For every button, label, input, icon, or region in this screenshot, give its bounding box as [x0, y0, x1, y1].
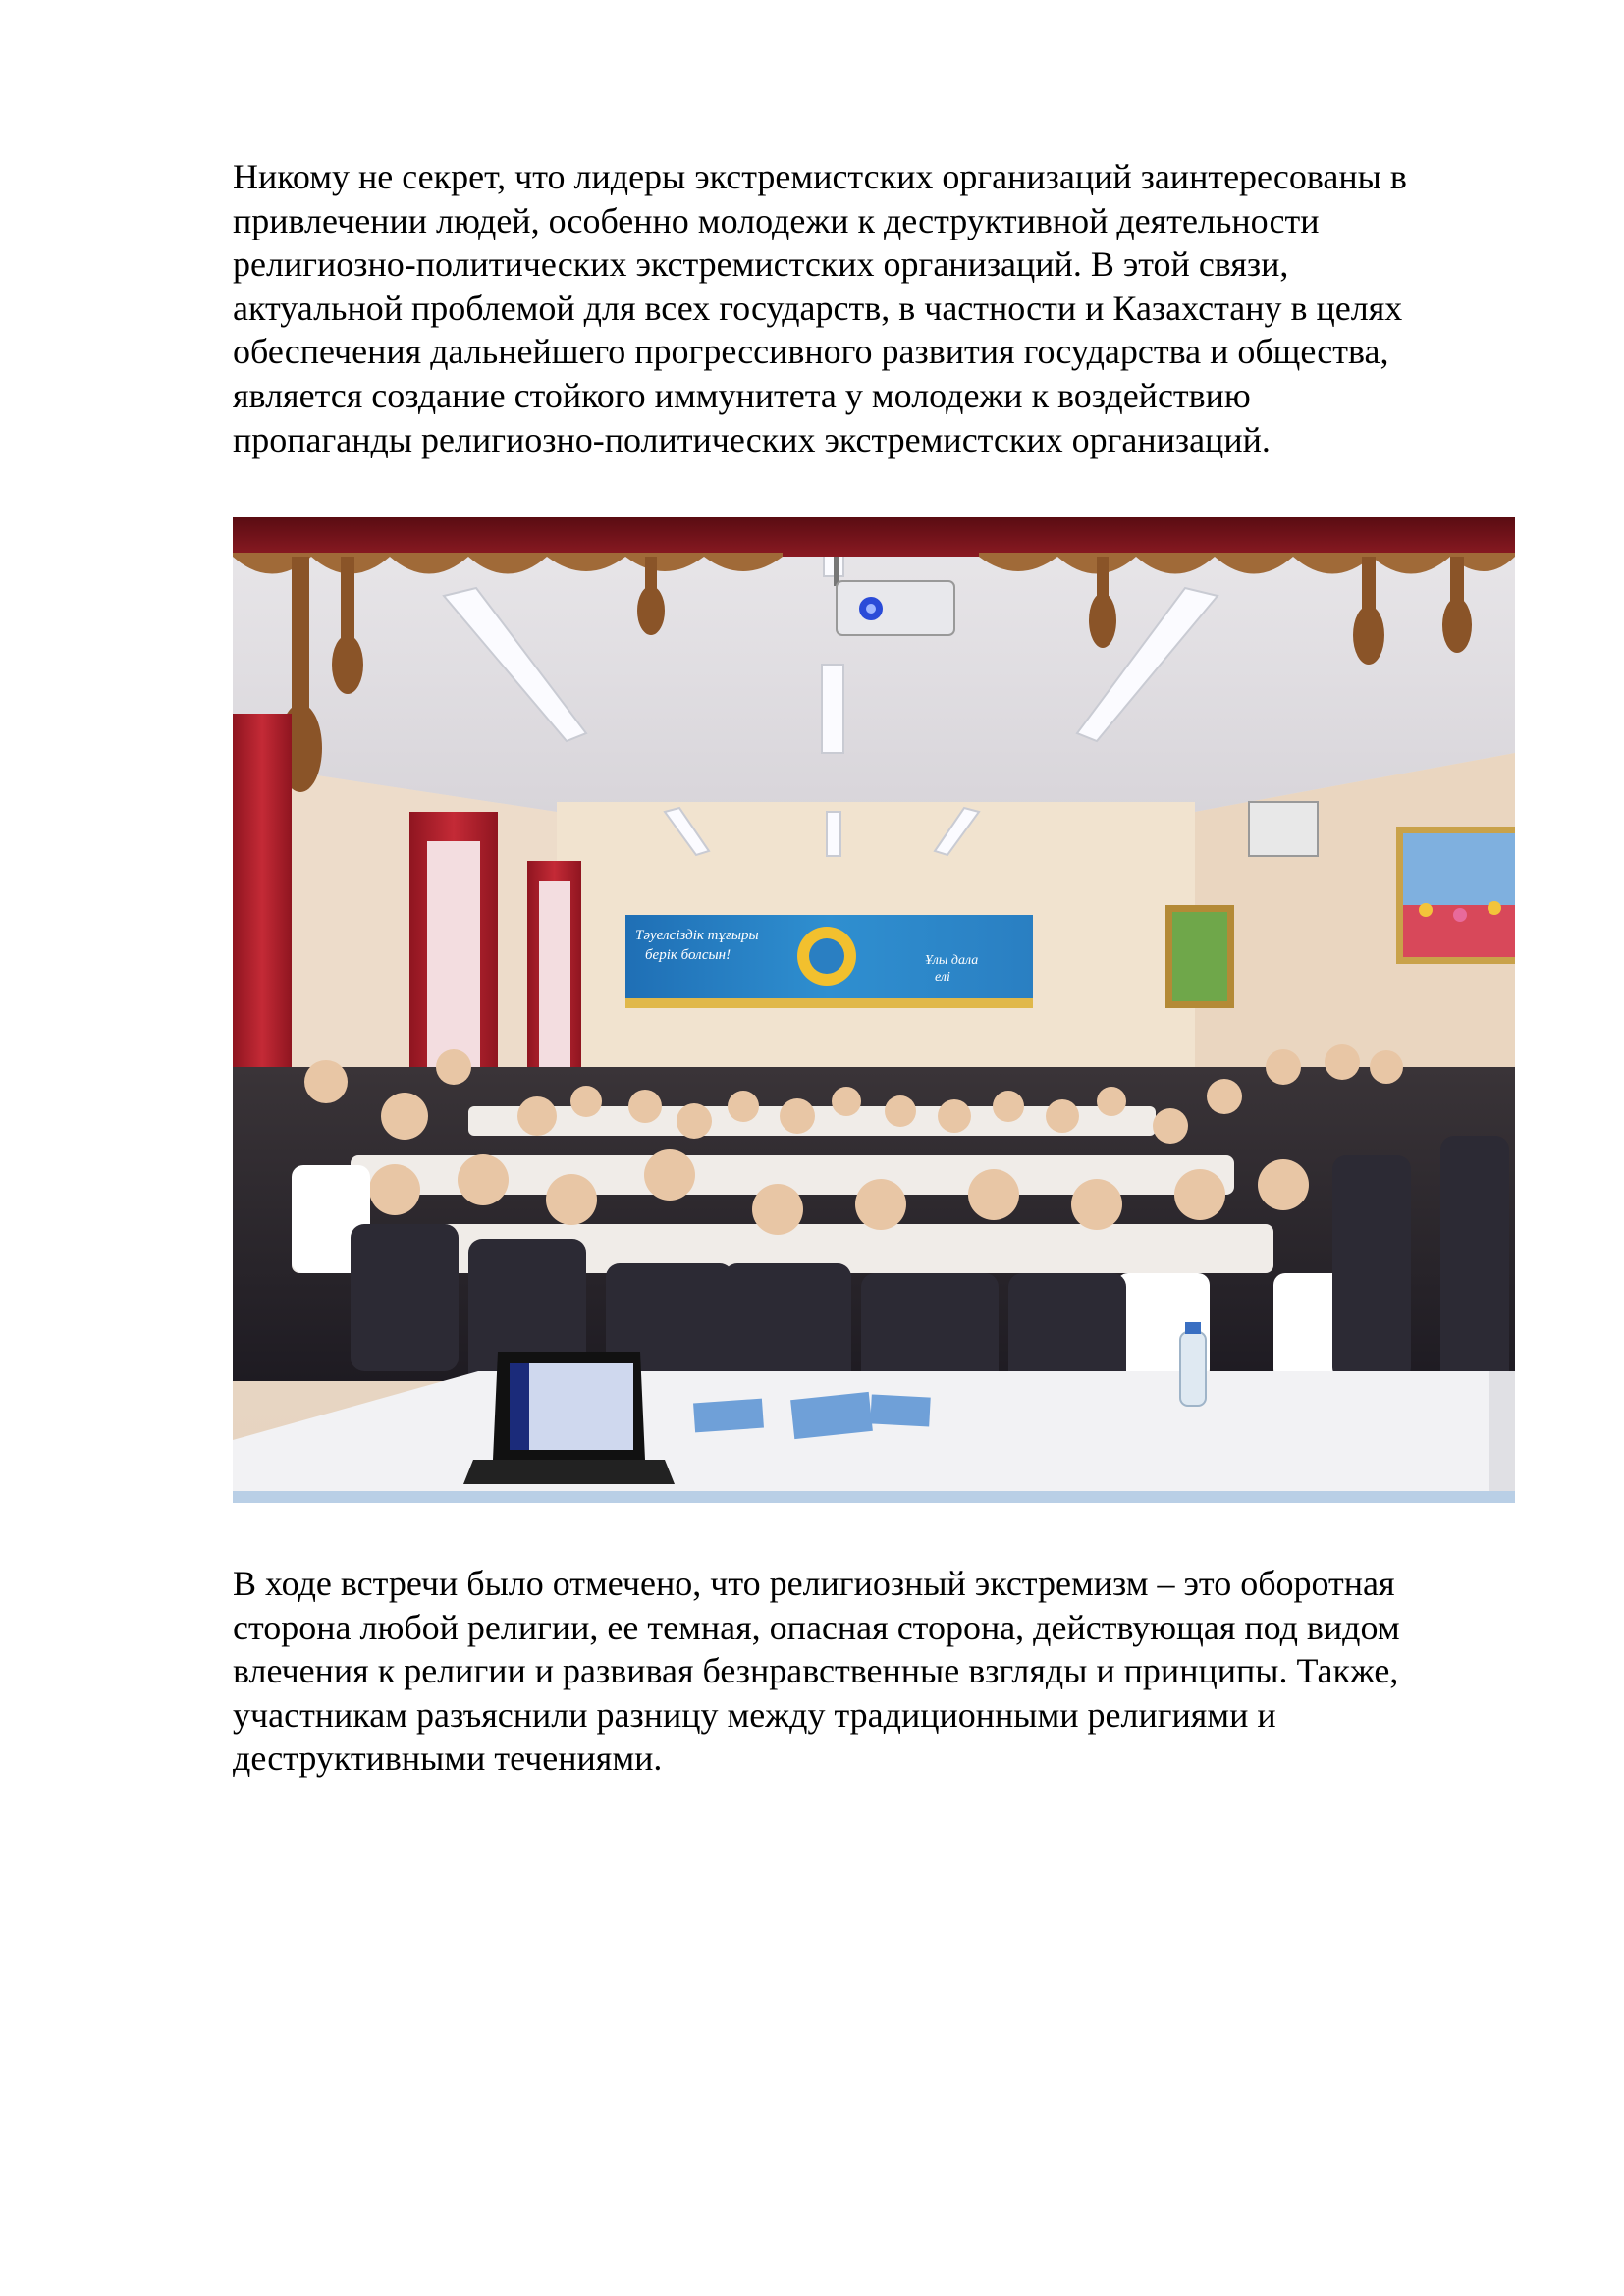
intro-paragraph — [233, 155, 1529, 461]
paragraph-line: сторона любой религии, ее темная, опасная сторона, действующая под видом — [233, 1607, 1400, 1647]
paragraph-line: влечения к религии и развивая безнравственные взгляды и принципы. Также, — [233, 1651, 1399, 1691]
banner-text-right: Ұлы дала — [925, 953, 979, 968]
banner-text-left: Тәуелсіздік тұғыры — [635, 928, 759, 943]
paragraph-line: участникам разъяснили разницу между традиционными религиями и — [233, 1694, 1276, 1735]
paragraph-line: является создание стойкого иммунитета у молодежи к воздействию — [233, 375, 1251, 415]
paragraph-line: привлечении людей, особенно молодежи к деструктивной деятельности — [233, 200, 1320, 240]
paragraph-line: актуальной проблемой для всех государств, в частности и Казахстану в целях — [233, 288, 1403, 328]
paragraph-line: Никому не секрет, что лидеры экстремистских организаций заинтересованы в — [233, 157, 1407, 196]
paragraph-line: деструктивными течениями. — [233, 1738, 663, 1779]
meeting-paragraph — [233, 1562, 1529, 1781]
banner-text-left-2: берік болсын! — [645, 947, 731, 963]
paragraph-line: религиозно-политических экстремистских организаций. В этой связи, — [233, 244, 1289, 285]
paragraph-line: обеспечения дальнейшего прогрессивного развития государства и общества, — [233, 332, 1389, 372]
wall-banner — [625, 915, 1033, 1008]
banner-text-right-2: елі — [935, 970, 950, 985]
paragraph-line: пропаганды религиозно-политических экстремистских организаций. — [233, 419, 1271, 459]
event-photo — [233, 517, 1515, 1503]
paragraph-line: В ходе встречи было отмечено, что религиозный экстремизм – это оборотная — [233, 1564, 1395, 1603]
